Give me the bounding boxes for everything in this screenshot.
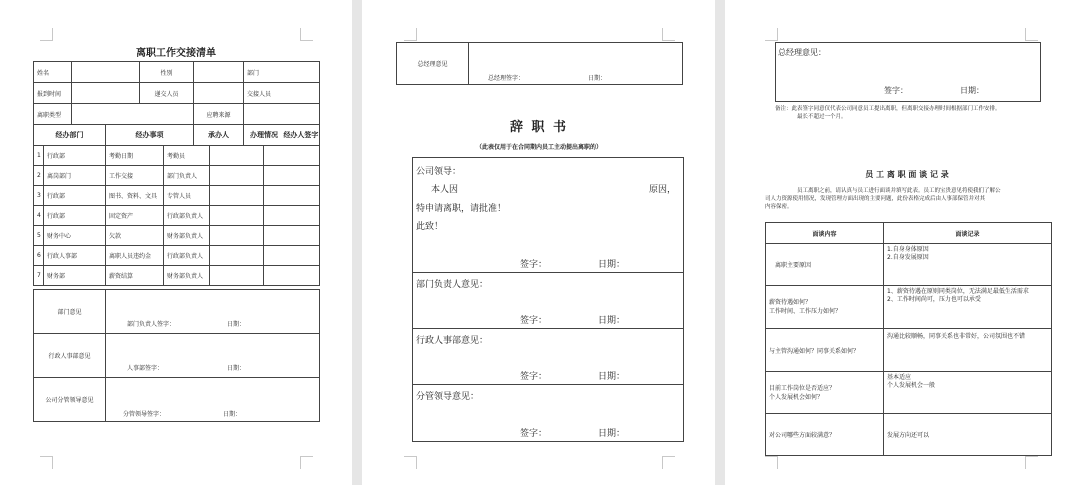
item-dept: 离岗部门 — [44, 166, 106, 186]
value-submitter[interactable] — [194, 83, 244, 104]
question — [766, 244, 884, 286]
item-sign[interactable] — [264, 206, 320, 226]
answer-line: 基本适应 — [887, 374, 912, 381]
table-row — [34, 186, 320, 206]
opinion-field[interactable] — [106, 334, 320, 378]
label-receiver: 交接人员 — [244, 83, 320, 104]
opinion-date: 日期： — [227, 365, 246, 372]
value-source[interactable] — [244, 104, 320, 125]
crop-mark — [1025, 456, 1038, 469]
item-handler: 考勤员 — [164, 146, 210, 166]
answer[interactable] — [884, 244, 1052, 286]
crop-mark — [404, 28, 417, 41]
admin-section[interactable] — [413, 329, 683, 385]
item-status[interactable] — [210, 246, 264, 266]
item-dept: 行政部 — [44, 146, 106, 166]
table-row — [34, 246, 320, 266]
question-text: 目前工作岗位是否适应？ — [769, 384, 836, 392]
label-dept: 部门 — [247, 69, 260, 77]
opinion-row — [34, 290, 320, 334]
label-report-date: 报到时间 — [34, 83, 72, 104]
note-line-1: 备注：此表签字同意仅代表公司同意员工提出离职，但离职交接办理时间根据部门工作安排。 — [775, 106, 1001, 112]
label-name: 姓名 — [34, 62, 72, 83]
gm-label: 总经理意见 — [397, 43, 469, 85]
answer-line: 2.自身发展原因 — [887, 254, 929, 261]
item-handler: 专管人员 — [164, 186, 210, 206]
opinion-sign: 分管领导签字： — [123, 411, 166, 418]
answer-line: 1、薪资待遇在原则同类岗位，无法满足最低生活需求 — [887, 288, 1029, 295]
opinion-date: 日期： — [223, 411, 242, 418]
item-sign[interactable] — [264, 146, 320, 166]
intro-line-1: 员工离职之前，请认真与员工进行面谈并填写此表。员工的宝贵意见将使我们了解公 — [797, 188, 1001, 194]
header-handler: 承办人 — [194, 125, 244, 146]
opinion-row — [34, 378, 320, 422]
label-leave-type: 离职类型 — [34, 104, 72, 125]
interview-title: 员 工 离 职 面 谈 记 录 — [865, 170, 949, 179]
item-no: 7 — [34, 266, 44, 286]
header-content: 面谈内容 — [766, 223, 884, 244]
letter-section[interactable] — [413, 158, 683, 273]
opinion-label: 公司分管领导意见 — [34, 378, 106, 422]
item-matter: 考勤日期 — [106, 146, 164, 166]
leader-label: 分管领导意见： — [416, 392, 480, 402]
date-label: 日期： — [598, 429, 626, 439]
opinion-label: 行政人事部意见 — [34, 334, 106, 378]
value-name[interactable] — [72, 62, 140, 83]
item-sign[interactable] — [264, 246, 320, 266]
page-gap — [715, 0, 725, 485]
question — [766, 372, 884, 414]
item-dept: 行政人事部 — [44, 246, 106, 266]
table-row — [34, 206, 320, 226]
answer-line: 个人发展机会一般 — [887, 382, 936, 389]
value-gender[interactable] — [194, 62, 244, 83]
answer-line: 发展方向还可以 — [887, 432, 930, 439]
resignation-title: 辞 职 书 — [509, 120, 569, 135]
dept-head-label: 部门负责人意见： — [416, 280, 489, 290]
table-row — [766, 286, 1052, 329]
opinion-label: 部门意见 — [34, 290, 106, 334]
question-text: 个人发展机会如何？ — [769, 393, 824, 401]
leader-section[interactable] — [413, 385, 683, 441]
item-status[interactable] — [210, 266, 264, 286]
item-no: 6 — [34, 246, 44, 266]
item-status[interactable] — [210, 186, 264, 206]
answer[interactable] — [884, 414, 1052, 456]
item-sign[interactable] — [264, 266, 320, 286]
item-sign[interactable] — [264, 166, 320, 186]
item-no: 1 — [34, 146, 44, 166]
date-label: 日期： — [960, 86, 984, 95]
sign-label: 签字： — [520, 260, 548, 270]
item-handler: 行政部负责人 — [164, 246, 210, 266]
item-dept: 行政部 — [44, 186, 106, 206]
label-dept-cell — [244, 62, 320, 83]
opinion-field[interactable] — [106, 378, 320, 422]
item-no: 2 — [34, 166, 44, 186]
header-dept: 经办部门 — [34, 125, 106, 146]
crop-mark — [40, 28, 53, 41]
answer-line: 沟通比较顺畅，同事关系也非常好，公司氛围也不错 — [887, 333, 1026, 340]
header-status: 办理情况 — [250, 131, 278, 139]
question — [766, 286, 884, 329]
page-2 — [362, 0, 715, 485]
gm-date: 日期： — [588, 75, 607, 82]
opinion-field[interactable] — [106, 290, 320, 334]
opinion-date: 日期： — [227, 321, 246, 328]
header-matter: 经办事项 — [106, 125, 194, 146]
item-dept: 财务部 — [44, 266, 106, 286]
gm-opinion-box[interactable] — [775, 42, 1041, 102]
dept-head-section[interactable] — [413, 273, 683, 329]
header-sign: 经办人签字 — [283, 131, 319, 139]
crop-mark — [765, 456, 778, 469]
closing-line: 此致！ — [416, 222, 444, 232]
item-handler: 部门负责人 — [164, 166, 210, 186]
resignation-form — [412, 157, 684, 442]
opinion-row — [34, 334, 320, 378]
question-text: 对公司哪些方面较满意？ — [769, 432, 836, 439]
answer-line: 2、工作时间尚可，压力也可以承受 — [887, 296, 981, 303]
reason-suffix: 原因， — [649, 185, 677, 195]
item-matter: 固定资产 — [106, 206, 164, 226]
value-report-date[interactable] — [72, 83, 140, 104]
crop-mark — [300, 28, 313, 41]
crop-mark — [300, 456, 313, 469]
sign-label: 签字： — [520, 316, 548, 326]
label-submitter: 递交人员 — [140, 83, 194, 104]
item-dept: 财务中心 — [44, 226, 106, 246]
question-text: 薪资待遇如何？ — [769, 299, 812, 306]
item-handler: 财务部负责人 — [164, 226, 210, 246]
items-table — [33, 145, 320, 286]
table-row — [34, 266, 320, 286]
item-status[interactable] — [210, 226, 264, 246]
item-matter: 图书、资料、文具 — [106, 186, 164, 206]
page-gap — [352, 0, 362, 485]
crop-mark — [765, 28, 778, 41]
answer[interactable] — [884, 286, 1052, 329]
crop-mark — [662, 28, 675, 41]
admin-label: 行政人事部意见： — [416, 336, 489, 346]
item-handler: 行政部负责人 — [164, 206, 210, 226]
item-status[interactable] — [210, 166, 264, 186]
item-no: 5 — [34, 226, 44, 246]
table-row — [766, 329, 1052, 372]
item-matter: 薪资结算 — [106, 266, 164, 286]
gm-sign: 总经理签字： — [488, 75, 525, 82]
label-source: 应聘来源 — [194, 104, 244, 125]
table-row — [766, 372, 1052, 414]
page-3 — [725, 0, 1080, 485]
intro-line-2: 司人力资源使用情况，发现管理方面出现的主要问题，此份表格完成后由人事部保管并对其 — [765, 196, 986, 202]
item-handler: 财务部负责人 — [164, 266, 210, 286]
item-status[interactable] — [210, 146, 264, 166]
table-row — [766, 414, 1052, 456]
note-line-2: 最长不超过一个月。 — [797, 114, 847, 120]
value-leave-type[interactable] — [72, 104, 194, 125]
question-text: 与主管沟通如何？同事关系如何？ — [769, 347, 860, 355]
opinion-sign: 部门负责人签字： — [127, 321, 176, 328]
answer[interactable] — [884, 372, 1052, 414]
greeting: 公司领导： — [416, 167, 462, 177]
table-row — [34, 146, 320, 166]
crop-mark — [404, 456, 417, 469]
gm-opinion-label: 总经理意见： — [778, 48, 826, 57]
table-row — [34, 166, 320, 186]
gm-field[interactable] — [469, 43, 683, 85]
page-title: 离职工作交接清单 — [136, 48, 216, 59]
resignation-subtitle: （此表仅用于在合同期内员工主动提出离职的） — [475, 144, 602, 151]
reason-prefix: 本人因 — [431, 185, 459, 195]
interview-table — [765, 222, 1052, 456]
gm-table — [396, 42, 683, 85]
table-row — [766, 244, 1052, 286]
opinion-table — [33, 289, 320, 422]
date-label: 日期： — [598, 372, 626, 382]
date-label: 日期： — [598, 316, 626, 326]
header-record: 面谈记录 — [884, 223, 1052, 244]
crop-mark — [1025, 28, 1038, 41]
date-label: 日期： — [598, 260, 626, 270]
item-dept: 行政部 — [44, 206, 106, 226]
page-1 — [0, 0, 352, 485]
request-line: 特申请离职，请批准！ — [416, 204, 507, 214]
crop-mark — [40, 456, 53, 469]
table-row — [34, 226, 320, 246]
item-sign[interactable] — [264, 186, 320, 206]
item-no: 4 — [34, 206, 44, 226]
item-sign[interactable] — [264, 226, 320, 246]
item-matter: 工作交接 — [106, 166, 164, 186]
header-status-sign — [244, 125, 320, 146]
opinion-sign: 人事部签字： — [127, 365, 164, 372]
item-matter: 离职人员违约金 — [106, 246, 164, 266]
question-text: 工作时间、工作压力如何？ — [769, 308, 842, 315]
sign-label: 签字： — [884, 86, 908, 95]
item-matter: 欠款 — [106, 226, 164, 246]
item-no: 3 — [34, 186, 44, 206]
question — [766, 414, 884, 456]
question — [766, 329, 884, 372]
handover-table — [33, 61, 320, 146]
question-text: 离职主要原因 — [775, 262, 812, 269]
label-gender: 性别 — [140, 62, 194, 83]
sign-label: 签字： — [520, 429, 548, 439]
sign-label: 签字： — [520, 372, 548, 382]
answer[interactable] — [884, 329, 1052, 372]
crop-mark — [662, 456, 675, 469]
intro-line-3: 内容保密。 — [765, 204, 793, 210]
answer-line: 1.自身身体原因 — [887, 246, 929, 253]
item-status[interactable] — [210, 206, 264, 226]
